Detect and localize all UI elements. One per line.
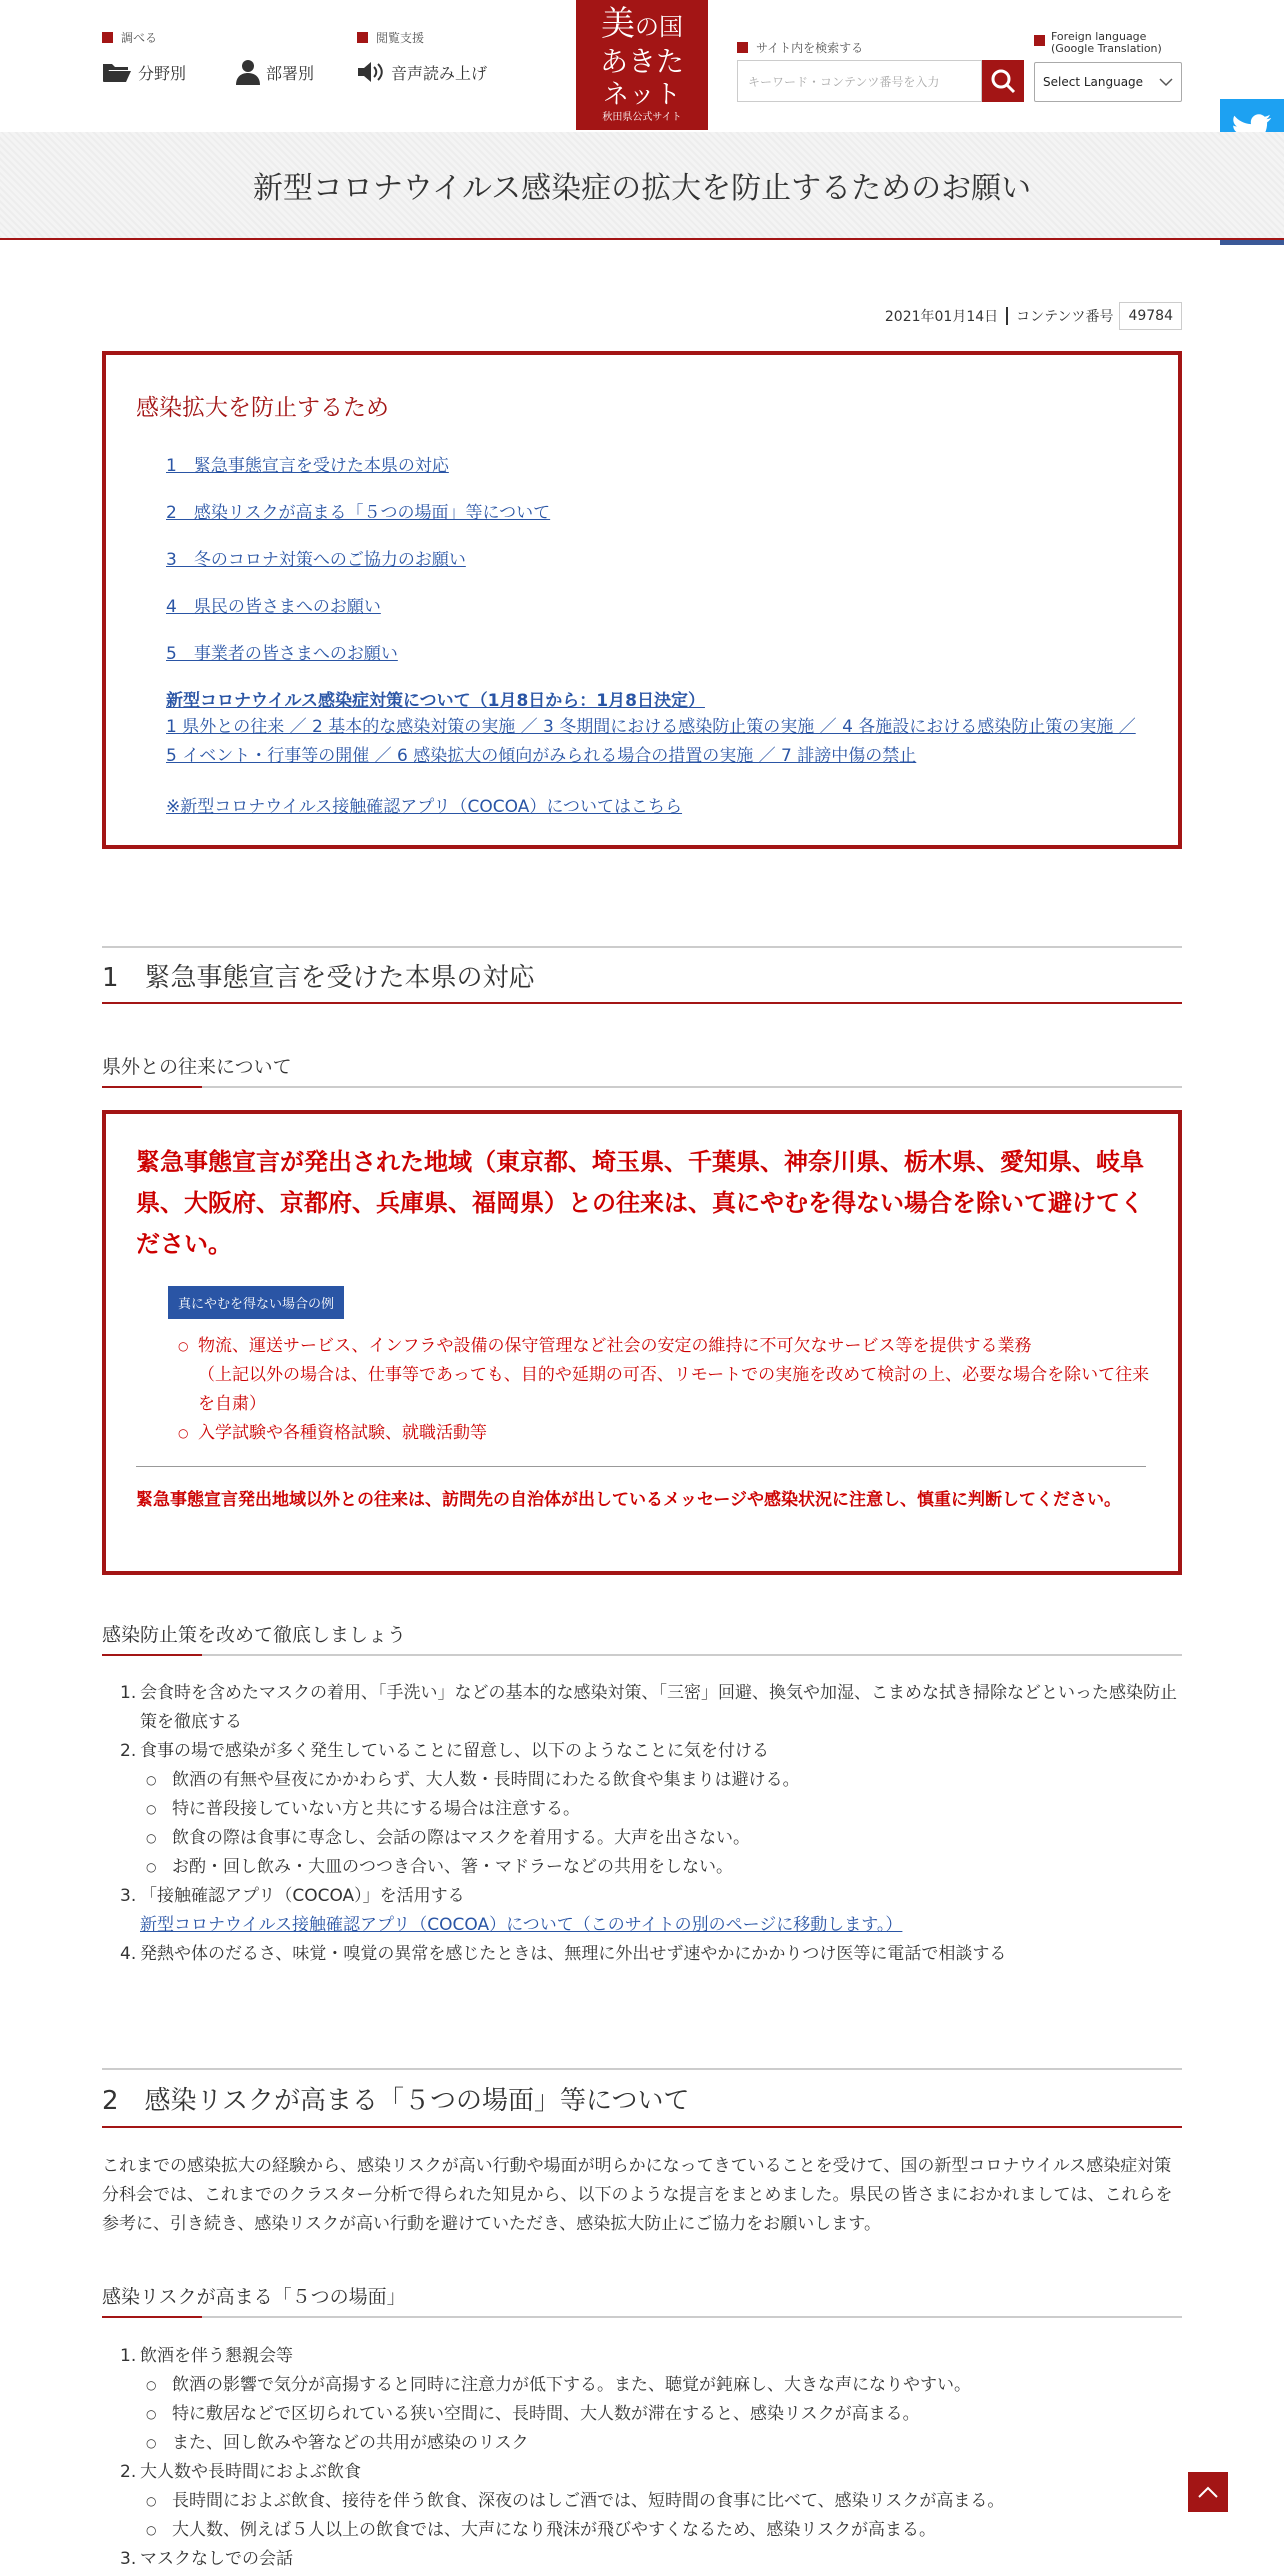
- sub-list-item: ○ また、回し飲みや箸などの共用が感染のリスク: [102, 2429, 1182, 2458]
- list-item: 1. 会食時を含めたマスクの着用、「手洗い」などの基本的な感染対策、「三密」回避、換気や加湿、こまめな拭き掃除などといった感染防止策を徹底する: [120, 1683, 1177, 1732]
- underline-accent: [102, 1086, 202, 1088]
- toc-link-1[interactable]: 1 緊急事態宣言を受けた本県の対応: [166, 456, 449, 476]
- sub-list-item: ○ 飲食の際は食事に専念し、会話の際はマスクを着用する。大声を出さない。: [102, 1824, 1182, 1853]
- list-item-text: マスクなしでの会話: [140, 2549, 293, 2568]
- list-item: 3. マスクなしでの会話: [120, 2549, 293, 2568]
- prevention-subheading-text: 感染防止策を改めて徹底しましょう: [102, 1624, 407, 1646]
- examples-list: [178, 1332, 1158, 1448]
- sub-list-item: ○ 大人数、例えば５人以上の飲食では、大声になり飛沫が飛びやすくなるため、感染リスクが高まる。: [102, 2516, 1182, 2545]
- list-item-text: 「接触確認アプリ（COCOA）」を活用する: [140, 1886, 465, 1906]
- site-logo[interactable]: [576, 0, 708, 130]
- logo-text-3: ネット: [602, 80, 681, 110]
- sub-list-item: ○ 特に普段接していない方と共にする場合は注意する。: [102, 1795, 1182, 1824]
- sub-list-item: ○ 飲酒の影響で気分が高揚すると同時に注意力が低下する。また、聴覚が鈍麻し、大きな声になりやすい。: [102, 2371, 1182, 2400]
- list-item-text: 食事の場で感染が多く発生していることに留意し、以下のようなことに気を付ける: [140, 1741, 769, 1761]
- accessibility-group: [357, 30, 424, 44]
- by-field-link[interactable]: [102, 57, 186, 87]
- toc-heading: 感染拡大を防止するため: [136, 395, 389, 421]
- chevron-up-icon: [1197, 2484, 1219, 2500]
- divider: [136, 1466, 1146, 1467]
- toc-link-2[interactable]: 2 感染リスクが高まる「５つの場面」等について: [166, 503, 551, 523]
- list-item: 4. 発熱や体のだるさ、味覚・嗅覚の異常を感じたときは、無理に外出せず速やかにかかりつけ医等に電話で相談する: [120, 1944, 1007, 1964]
- travel-alert-footnote: 緊急事態宣言発出地域以外との往来は、訪問先の自治体が出しているメッセージや感染状況に注意し、慎重に判断してください。: [136, 1490, 1121, 1510]
- divider: [1006, 307, 1008, 325]
- table-of-contents: [102, 351, 1182, 849]
- page-title: 新型コロナウイルス感染症の拡大を防止するためのお願い: [252, 171, 1032, 206]
- language-select-value: Select Language: [1043, 75, 1144, 89]
- section-2-heading: [102, 2068, 1182, 2128]
- search-placeholder: キーワード・コンテンツ番号を入力: [748, 74, 940, 89]
- logo-text-1b: の国: [635, 13, 683, 41]
- prevention-list: [102, 1679, 1182, 1969]
- bullet-square-icon: [1034, 35, 1045, 46]
- foreign-language-group: [1034, 31, 1162, 55]
- five-scenes-subheading-text: 感染リスクが高まる「５つの場面」: [102, 2286, 406, 2308]
- toc-link-policy-details[interactable]: 1 県外との往来 ／ 2 基本的な感染対策の実施 ／ 3 冬期間における感染防止策の実施 ／ 4 各施設における感染防止策の実施 ／ 5 イベント・行事等の開催 ／ 6 感染拡大の傾向がみられる場合の措置の実施 ／ 7 誹謗中傷の禁止: [166, 717, 1136, 766]
- bullet-square-icon: [102, 32, 113, 43]
- five-scenes-list: [102, 2342, 1182, 2568]
- toc-link-5[interactable]: 5 事業者の皆さまへのお願い: [166, 644, 398, 664]
- cocoa-page-link[interactable]: 新型コロナウイルス接触確認アプリ（COCOA）について（このサイトの別のページに移動します。）: [140, 1915, 903, 1935]
- bullet-square-icon: [357, 32, 368, 43]
- foreign-language-label: Foreign language: [1051, 30, 1147, 43]
- by-department-label: 部署別: [266, 63, 315, 83]
- chevron-down-icon: [1159, 77, 1173, 87]
- sub-list-item: ○ お酌・回し飲み・大皿のつつき合い、箸・マドラーなどの共用をしない。: [102, 1853, 1182, 1882]
- section-2-heading-text: 2 感染リスクが高まる「５つの場面」等について: [102, 2085, 690, 2116]
- section-1-subheading-text: 県外との往来について: [102, 1056, 292, 1078]
- sub-list-item: ○ 飲酒の有無や昼夜にかかわらず、大人数・長時間にわたる飲食や集まりは避ける。: [102, 1766, 1182, 1795]
- by-department-link[interactable]: [236, 57, 314, 87]
- list-item-text: 会食時を含めたマスクの着用、「手洗い」などの基本的な感染対策、「三密」回避、換気や加湿、こまめな拭き掃除などといった感染防止策を徹底する: [140, 1683, 1177, 1732]
- logo-text-2: あきた: [599, 45, 684, 78]
- section-1-subheading: [102, 1052, 1182, 1088]
- list-item: ○ 入学試験や各種資格試験、就職活動等: [178, 1419, 1158, 1448]
- lookup-label: 調べる: [121, 30, 158, 45]
- prevention-subheading: [102, 1620, 1182, 1656]
- travel-alert-box: [102, 1110, 1182, 1575]
- list-item-text: 飲酒を伴う懇親会等: [140, 2346, 293, 2366]
- lookup-group: [102, 30, 157, 44]
- travel-alert-text: 緊急事態宣言が発出された地域（東京都、埼玉県、千葉県、神奈川県、栃木県、愛知県、岐阜県、大阪府、京都府、兵庫県、福岡県）との往来は、真にやむを得ない場合を除いて避けてください。: [136, 1148, 1144, 1258]
- read-aloud-link[interactable]: [357, 57, 487, 87]
- content-number-label: コンテンツ番号: [1016, 309, 1114, 325]
- list-item: 2. 食事の場で感染が多く発生していることに留意し、以下のようなことに気を付ける: [120, 1741, 769, 1761]
- by-field-label: 分野別: [138, 63, 187, 83]
- list-item: 3. 「接触確認アプリ（COCOA）」を活用する 新型コロナウイルス接触確認アプリ（COCOA）について（このサイトの別のページに移動します。）: [120, 1886, 903, 1935]
- section-1-heading-text: 1 緊急事態宣言を受けた本県の対応: [102, 962, 535, 993]
- underline-accent: [102, 1654, 202, 1656]
- sub-list-item: ○ 長時間におよぶ飲食、接待を伴う飲食、深夜のはしご酒では、短時間の食事に比べて、感染リスクが高まる。: [102, 2487, 1182, 2516]
- search-input[interactable]: [737, 60, 982, 102]
- search-icon: [990, 68, 1016, 94]
- toc-link-4[interactable]: 4 県民の皆さまへのお願い: [166, 597, 381, 617]
- read-aloud-label: 音声読み上げ: [391, 63, 488, 83]
- bullet-square-icon: [737, 42, 748, 53]
- toc-link-3[interactable]: 3 冬のコロナ対策へのご協力のお願い: [166, 550, 466, 570]
- underline-accent: [102, 2316, 202, 2318]
- person-icon: [236, 59, 260, 85]
- site-header: [0, 0, 1284, 132]
- accessibility-label: 閲覧支援: [376, 30, 425, 45]
- list-item: 1. 飲酒を伴う懇親会等: [120, 2346, 293, 2366]
- folder-icon: [102, 61, 132, 83]
- five-scenes-subheading: [102, 2282, 1182, 2318]
- list-item-text: 大人数や長時間におよぶ飲食: [140, 2462, 361, 2482]
- list-item-text: 発熱や体のだるさ、味覚・嗅覚の異常を感じたときは、無理に外出せず速やかにかかりつけ医等に電話で相談する: [140, 1944, 1007, 1964]
- toc-link-policy[interactable]: 新型コロナウイルス感染症対策について（1月8日から：1月8日決定）: [166, 691, 705, 711]
- toc-link-cocoa[interactable]: ※新型コロナウイルス接触確認アプリ（COCOA）についてはこちら: [166, 797, 683, 817]
- logo-text-1: 美: [601, 4, 635, 44]
- page-meta: [885, 302, 1182, 330]
- search-group: [737, 40, 863, 54]
- language-select[interactable]: [1034, 62, 1182, 102]
- search-button[interactable]: [982, 60, 1024, 102]
- publish-date: 2021年01月14日: [884, 309, 999, 325]
- logo-subtitle: 秋田県公式サイト: [602, 112, 682, 123]
- list-item: 2. 大人数や長時間におよぶ飲食: [120, 2462, 361, 2482]
- sub-list-item: ○ 特に敷居などで区切られている狭い空間に、長時間、大人数が滞在すると、感染リスクが高まる。: [102, 2400, 1182, 2429]
- speaker-icon: [357, 61, 385, 83]
- back-to-top-button[interactable]: [1188, 2472, 1228, 2512]
- section-2-intro: これまでの感染拡大の経験から、感染リスクが高い行動や場面が明らかになってきていることを受けて、国の新型コロナウイルス感染症対策分科会では、これまでのクラスター分析で得られた知見から、以下のような提言をまとめました。県民の皆さまにおかれましては、これらを参考に、引き続き、感染リスクが高い行動を避けていただき、感染拡大防止にご協力をお願いします。: [102, 2156, 1173, 2234]
- examples-badge: 真にやむを得ない場合の例: [168, 1286, 344, 1319]
- content-number: 49784: [1119, 302, 1182, 330]
- page-title-band: [0, 132, 1284, 240]
- google-translation-label: (Google Translation): [1051, 42, 1162, 55]
- section-1-heading: [102, 946, 1182, 1004]
- search-label: サイト内を検索する: [756, 40, 864, 55]
- list-item: ○ 物流、運送サービス、インフラや設備の保守管理など社会の安定の維持に不可欠なサービス等を提供する業務 （上記以外の場合は、仕事等であっても、目的や延期の可否、リモートでの実施を改めて検討の上、必要な場合を除いて往来を自粛）: [178, 1332, 1158, 1419]
